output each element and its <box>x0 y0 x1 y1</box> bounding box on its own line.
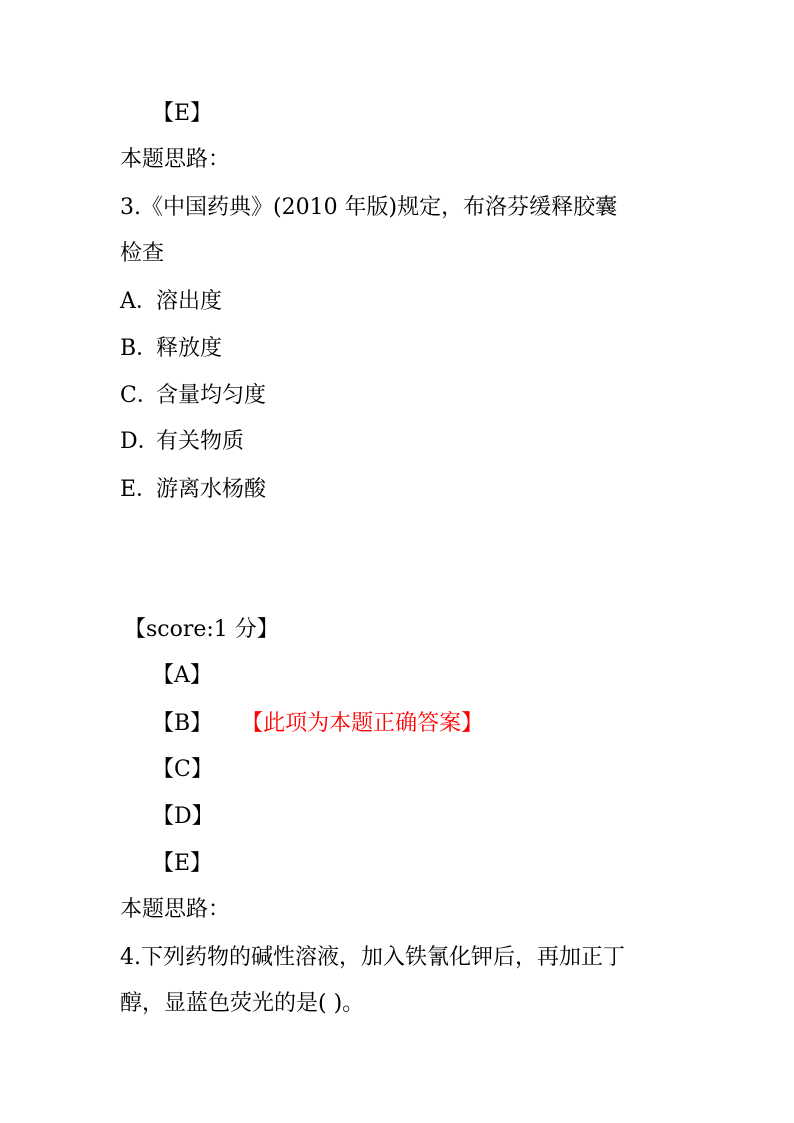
correct-answer-note: 【此项为本题正确答案】 <box>252 711 484 736</box>
question-4-stem-line-2: 醇，显蓝色荧光的是( )。 <box>120 991 365 1016</box>
answer-a: 【A】 <box>152 663 212 688</box>
question-3-option-a <box>120 288 222 316</box>
option-label: A． <box>120 289 158 314</box>
question-3-thought-label: 本题思路： <box>120 897 231 922</box>
question-4-stem-line-1: 4.下列药物的碱性溶液，加入铁氰化钾后，再加正丁 <box>120 945 625 970</box>
option-text: 有关物质 <box>156 429 245 454</box>
answer-b <box>152 710 483 738</box>
option-text: 游离水杨酸 <box>156 477 267 502</box>
answer-e: 【E】 <box>152 851 213 876</box>
option-text: 溶出度 <box>156 289 223 314</box>
option-label: B． <box>120 336 159 361</box>
option-text: 含量均匀度 <box>156 383 267 408</box>
answer-d: 【D】 <box>152 804 214 829</box>
question-3-option-e <box>120 476 266 504</box>
option-label: E． <box>120 477 159 502</box>
question-3-option-c <box>120 382 266 410</box>
question-3-stem-line-2: 检查 <box>120 241 165 266</box>
answer-b-label: 【B】 <box>152 711 213 736</box>
answer-c: 【C】 <box>152 757 213 782</box>
question-3-option-b <box>120 335 222 363</box>
option-label: D． <box>120 429 160 454</box>
score-label: 【score:1 分】 <box>124 617 279 642</box>
option-text: 释放度 <box>156 336 223 361</box>
option-label: C． <box>120 383 159 408</box>
prev-answer-e: 【E】 <box>152 101 213 126</box>
prev-thought-label: 本题思路： <box>120 147 231 172</box>
question-3-option-d <box>120 428 244 456</box>
question-3-stem-line-1: 3.《中国药典》(2010 年版)规定，布洛芬缓释胶囊 <box>120 195 618 220</box>
